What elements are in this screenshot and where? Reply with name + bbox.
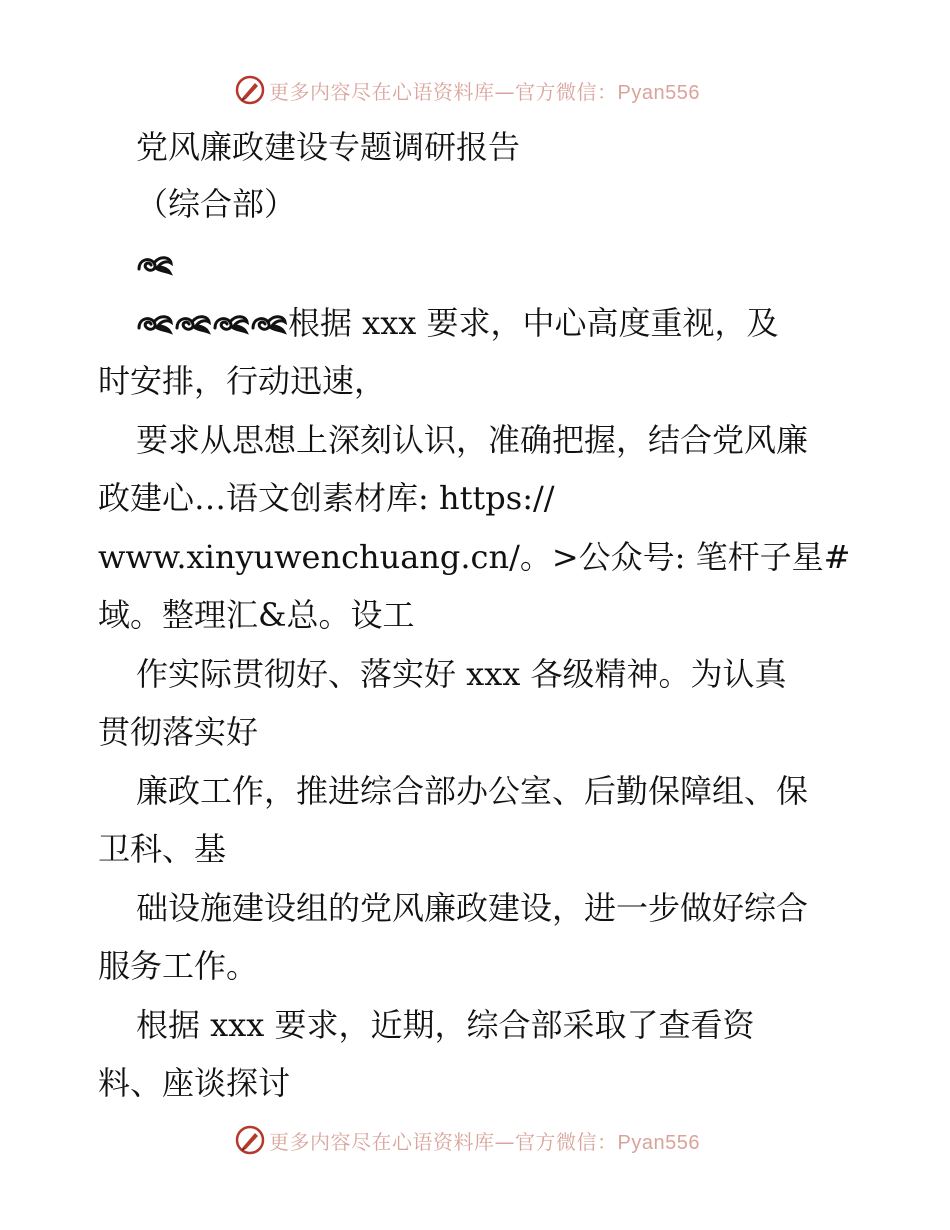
paragraph-text: 根据 xxx 要求，中心高度重视，及 <box>288 304 779 342</box>
fleuron-icon <box>136 251 174 277</box>
footer-watermark <box>235 1123 715 1157</box>
fleuron-icon <box>136 310 174 336</box>
paragraph-line: 作实际贯彻好、落实好 xxx 各级精神。为认真 <box>136 655 787 693</box>
ornament-line <box>136 244 174 284</box>
paragraph-line: 服务工作。 <box>98 947 259 985</box>
paragraph-line: 卫科、基 <box>98 830 227 868</box>
document-title: 党风廉政建设专题调研报告 <box>136 128 521 166</box>
paragraph-line: 政建心…语文创素材库: https:// <box>98 479 555 517</box>
fleuron-icon <box>174 310 212 336</box>
paragraph-line: 贯彻落实好 <box>98 713 259 751</box>
paragraph-line <box>136 303 779 343</box>
header-watermark <box>235 73 715 107</box>
document-subtitle: （综合部） <box>136 185 297 223</box>
paragraph-line: 要求从思想上深刻认识，准确把握，结合党风廉 <box>136 421 809 459</box>
paragraph-line: 根据 xxx 要求，近期，综合部采取了查看资 <box>136 1006 755 1044</box>
paragraph-line: 料、座谈探讨 <box>98 1064 291 1102</box>
paragraph-line: 域。整理汇&总。设工 <box>98 596 415 634</box>
pen-logo-icon <box>235 1125 265 1155</box>
watermark-text: 更多内容尽在心语资料库—官方微信：Pyan556 <box>269 1129 700 1154</box>
fleuron-icon <box>250 310 288 336</box>
paragraph-line: 时安排，行动迅速， <box>98 362 387 400</box>
paragraph-line: www.xinyuwenchuang.cn/。>公众号: 笔杆子星# <box>98 538 851 576</box>
fleuron-icon <box>212 310 250 336</box>
paragraph-line: 廉政工作，推进综合部办公室、后勤保障组、保 <box>136 772 809 810</box>
pen-logo-icon <box>235 75 265 105</box>
watermark-text: 更多内容尽在心语资料库—官方微信：Pyan556 <box>269 79 700 104</box>
paragraph-line: 础设施建设组的党风廉政建设，进一步做好综合 <box>136 889 809 927</box>
